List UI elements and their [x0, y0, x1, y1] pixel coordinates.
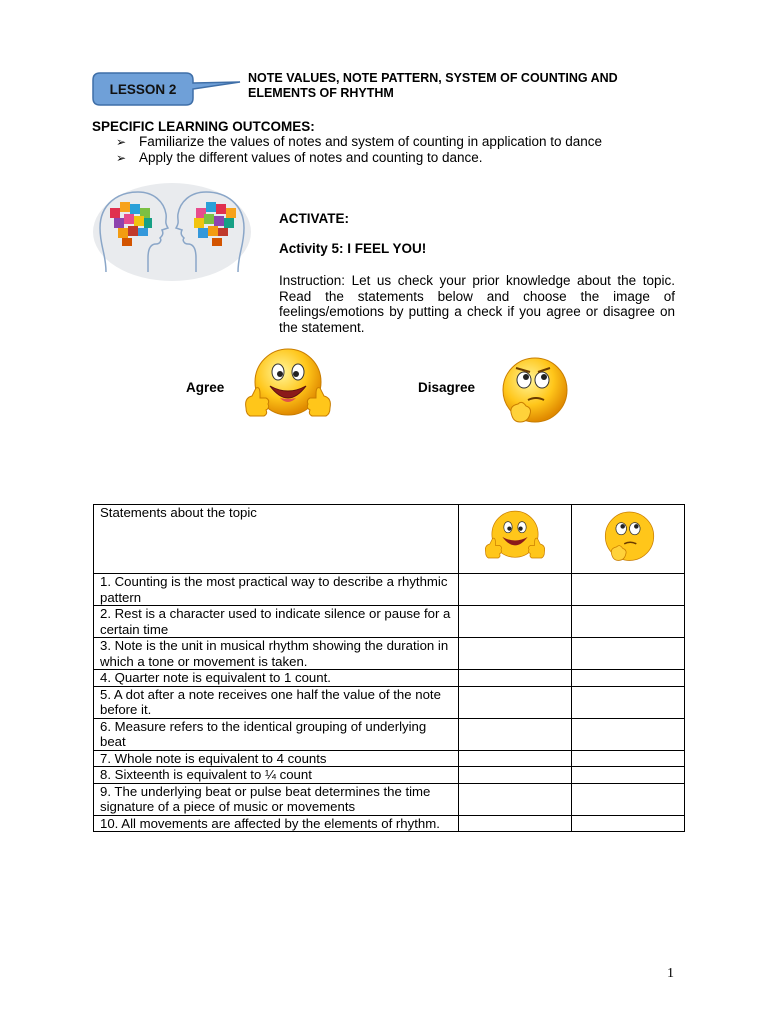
- outcomes-heading: SPECIFIC LEARNING OUTCOMES:: [92, 119, 315, 134]
- disagree-check-cell[interactable]: [572, 670, 685, 687]
- outcome-text: Familiarize the values of notes and system of counting in application to dance: [139, 134, 603, 149]
- outcome-text: Apply the different values of notes and counting to dance.: [139, 150, 483, 165]
- table-row: [94, 638, 685, 670]
- disagree-check-cell[interactable]: [572, 750, 685, 767]
- disagree-check-cell[interactable]: [572, 574, 685, 606]
- disagree-check-cell[interactable]: [572, 718, 685, 750]
- agree-label: Agree: [186, 380, 225, 395]
- lesson-title-line2: ELEMENTS OF RHYTHM: [248, 86, 394, 100]
- disagree-check-cell[interactable]: [572, 686, 685, 718]
- agree-check-cell[interactable]: [459, 670, 572, 687]
- agree-check-cell[interactable]: [459, 638, 572, 670]
- page-number: 1: [667, 966, 674, 981]
- thinking-smiley-icon: [492, 356, 574, 426]
- table-row: [94, 750, 685, 767]
- lesson-badge: [92, 72, 242, 106]
- table-row: [94, 815, 685, 832]
- statement-text: 6. Measure refers to the identical grouping of underlying beat: [94, 718, 459, 750]
- thinking-smiley-icon: [597, 510, 659, 564]
- statement-text: 3. Note is the unit in musical rhythm showing the duration in which a tone or movement is taken.: [94, 638, 459, 670]
- outcomes-list: [116, 134, 602, 166]
- thumbs-up-smiley-icon: [238, 346, 338, 426]
- lesson-badge-label: LESSON 2: [109, 81, 177, 97]
- table-row: [94, 670, 685, 687]
- arrow-bullet-icon: ➢: [116, 151, 127, 165]
- thumbs-up-smiley-icon: [480, 509, 550, 565]
- agree-check-cell[interactable]: [459, 718, 572, 750]
- statement-text: 5. A dot after a note receives one half the value of the note before it.: [94, 686, 459, 718]
- agree-check-cell[interactable]: [459, 686, 572, 718]
- agree-check-cell[interactable]: [459, 783, 572, 815]
- activity-title: Activity 5: I FEEL YOU!: [279, 241, 427, 256]
- table-row: [94, 686, 685, 718]
- statements-table: [93, 504, 685, 832]
- agree-check-cell[interactable]: [459, 574, 572, 606]
- statement-text: 1. Counting is the most practical way to describe a rhythmic pattern: [94, 574, 459, 606]
- activate-heading: ACTIVATE:: [279, 211, 349, 226]
- disagree-column-header: [572, 505, 685, 574]
- table-row: [94, 606, 685, 638]
- agree-check-cell[interactable]: [459, 815, 572, 832]
- statement-text: 7. Whole note is equivalent to 4 counts: [94, 750, 459, 767]
- table-row: [94, 718, 685, 750]
- disagree-label: Disagree: [418, 380, 476, 395]
- table-header-row: [94, 505, 685, 574]
- instruction-text: Instruction: Let us check your prior knowledge about the topic. Read the statements below and choose the image of feelings/emotions by putting a check if you agree or disagree on the statement.: [279, 273, 675, 335]
- disagree-check-cell[interactable]: [572, 638, 685, 670]
- disagree-check-cell[interactable]: [572, 783, 685, 815]
- table-row: [94, 574, 685, 606]
- disagree-check-cell[interactable]: [572, 815, 685, 832]
- statements-header: Statements about the topic: [94, 505, 459, 574]
- statement-text: 4. Quarter note is equivalent to 1 count.: [94, 670, 459, 687]
- arrow-bullet-icon: ➢: [116, 135, 127, 149]
- agree-check-cell[interactable]: [459, 750, 572, 767]
- disagree-check-cell[interactable]: [572, 767, 685, 784]
- agree-column-header: [459, 505, 572, 574]
- disagree-check-cell[interactable]: [572, 606, 685, 638]
- statement-text: 2. Rest is a character used to indicate silence or pause for a certain time: [94, 606, 459, 638]
- table-row: [94, 767, 685, 784]
- outcome-item: [116, 134, 602, 150]
- statement-text: 8. Sixteenth is equivalent to ¼ count: [94, 767, 459, 784]
- agree-check-cell[interactable]: [459, 767, 572, 784]
- statement-text: 9. The underlying beat or pulse beat determines the time signature of a piece of music or movements: [94, 783, 459, 815]
- statement-text: 10. All movements are affected by the elements of rhythm.: [94, 815, 459, 832]
- brains-illustration: [92, 180, 252, 282]
- lesson-title: [248, 71, 688, 101]
- table-row: [94, 783, 685, 815]
- outcome-item: [116, 150, 602, 166]
- agree-check-cell[interactable]: [459, 606, 572, 638]
- lesson-title-line1: NOTE VALUES, NOTE PATTERN, SYSTEM OF COUNTING AND: [248, 71, 618, 85]
